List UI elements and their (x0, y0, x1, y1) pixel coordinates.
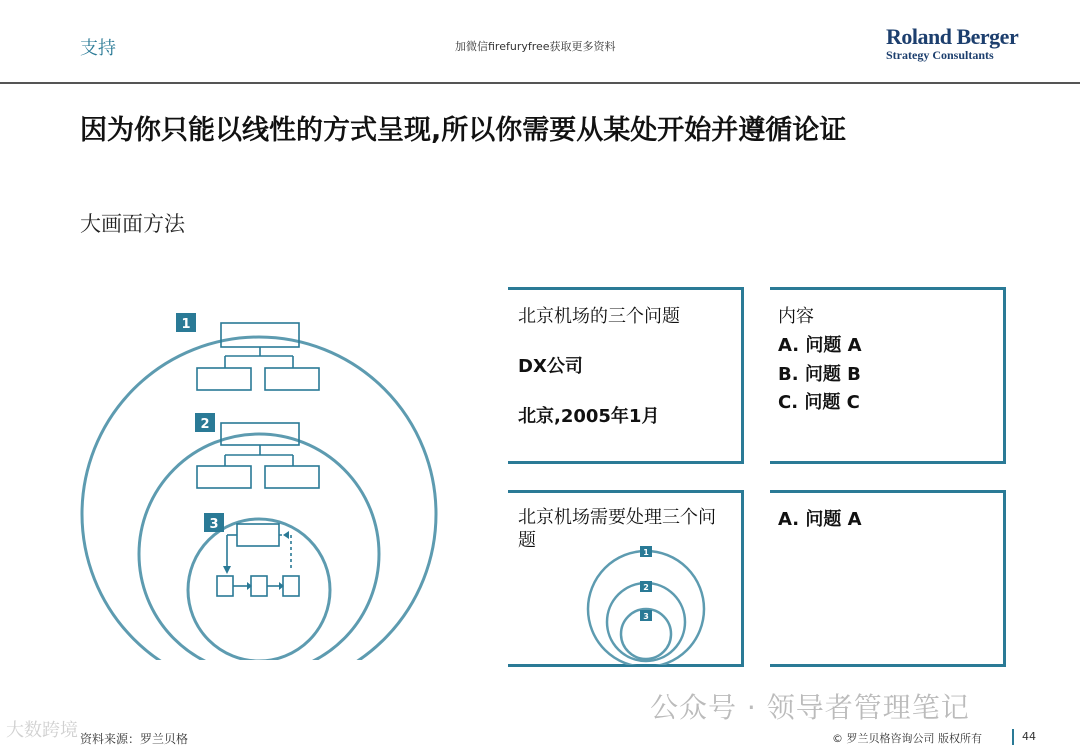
tree1-top-box (221, 323, 299, 347)
brand-name: Roland Berger (886, 24, 1019, 49)
panel4-item: A. 问题 A (778, 509, 862, 530)
tree2-right-box (265, 466, 319, 488)
outer-circle (82, 337, 436, 660)
page-number: 44 (1022, 730, 1036, 743)
mini-middle-circle (607, 583, 685, 661)
badge-3-label: 3 (209, 517, 219, 532)
flow-box-2 (251, 576, 267, 596)
footer-divider (1012, 729, 1014, 745)
flow-box-3 (283, 576, 299, 596)
brand-tagline: Strategy Consultants (886, 48, 994, 62)
section-label: 支持 (80, 38, 116, 59)
tree1-left-box (197, 368, 251, 390)
middle-circle (139, 434, 379, 660)
tree1-right-box (265, 368, 319, 390)
mini-badge-3-label: 3 (643, 612, 649, 621)
mini-circles-diagram (582, 540, 712, 665)
panel3-heading: 北京机场需要处理三个问题 (518, 507, 716, 551)
header-note: 加微信firefuryfree获取更多资料 (455, 40, 616, 53)
page-title: 因为你只能以线性的方式呈现,所以你需要从某处开始并遵循论证 (80, 115, 847, 146)
footer-source: 资料来源：罗兰贝格 (80, 732, 189, 746)
inner-circle (188, 519, 330, 660)
tree2-left-box (197, 466, 251, 488)
badge-1-label: 1 (181, 317, 191, 332)
flow-box-1 (217, 576, 233, 596)
mini-badge-2-label: 2 (643, 583, 649, 592)
panel1-heading: 北京机场的三个问题 (518, 306, 680, 327)
nested-circles-diagram (75, 300, 445, 660)
panel2-heading: 内容 (778, 306, 814, 327)
brand-logo (886, 26, 1018, 61)
footer-copyright: © 罗兰贝格咨询公司 版权所有 (832, 732, 982, 745)
header-divider (0, 82, 1080, 84)
watermark-text-2: 大数跨境 (6, 720, 78, 741)
watermark-text: 公众号 · 领导者管理笔记 (650, 691, 970, 724)
panel1-company: DX公司 (518, 356, 583, 377)
contents-item-b: B. 问题 B (778, 364, 861, 385)
mini-badge-1-label: 1 (643, 548, 649, 557)
panel1-date: 北京,2005年1月 (518, 406, 660, 427)
contents-item-a: A. 问题 A (778, 335, 862, 356)
contents-item-c: C. 问题 C (778, 392, 860, 413)
flow-top-box (237, 524, 279, 546)
badge-2-label: 2 (200, 417, 210, 432)
page-subtitle: 大画面方法 (80, 212, 185, 236)
